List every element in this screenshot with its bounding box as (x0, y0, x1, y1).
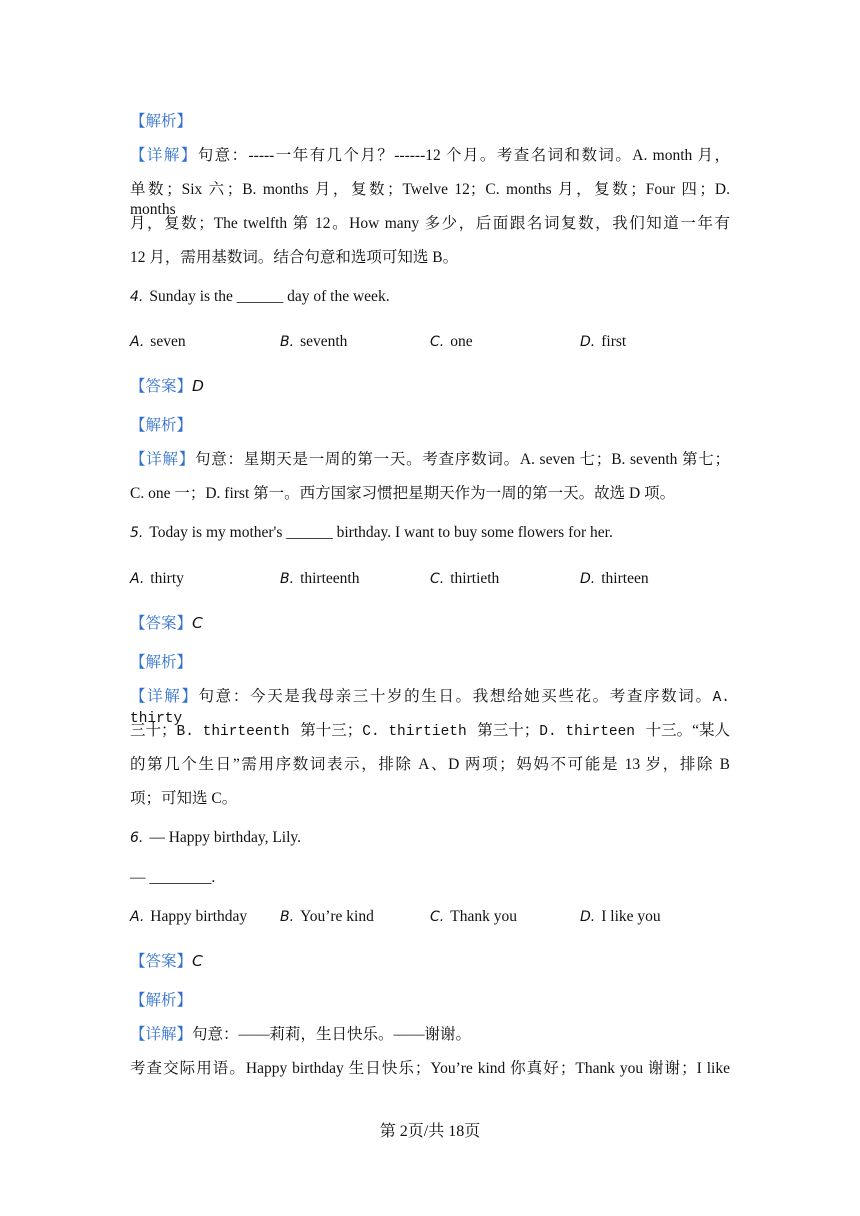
analysis-label: 【解析】 (130, 113, 193, 130)
q6-answer: 【答案】C (130, 952, 203, 970)
q6-reply: — ________. (130, 869, 216, 886)
q4-option-c: C. one (430, 333, 473, 350)
q3-detail-line-1: 【详解】句意：-----一年有几个月？------12 个月。考查名词和数词。A. month 月， (130, 147, 730, 164)
q6-analysis-label: 【解析】 (130, 992, 193, 1009)
q5-option-a: A. thirty (130, 570, 184, 587)
q3-detail-line-3: 月，复数；The twelfth 第 12。How many 多少，后面跟名词复数，我们知道一年有 (130, 215, 730, 232)
q4-detail-line-2: C. one 一；D. first 第一。西方国家习惯把星期天作为一周的第一天。故选 D 项。 (130, 485, 676, 502)
q4-option-a: A. seven (130, 333, 186, 350)
q6-option-c: C. Thank you (430, 908, 517, 925)
q6-detail-line-2: 考查交际用语。Happy birthday 生日快乐；You’re kind 你真好；Thank you 谢谢；I like (130, 1060, 730, 1077)
q4-detail-line-1: 【详解】句意：星期天是一周的第一天。考查序数词。A. seven 七；B. seventh 第七； (130, 451, 730, 468)
q6-detail-line-1: 【详解】句意：——莉莉，生日快乐。——谢谢。 (130, 1026, 472, 1043)
q5-option-b: B. thirteenth (280, 570, 360, 587)
detail-label: 【详解】 (130, 147, 198, 164)
q4-option-d: D. first (580, 333, 627, 350)
q5-option-d: D. thirteen (580, 570, 649, 587)
q5-detail-line-2: 三十；B. thirteenth 第十三；C. thirtieth 第三十；D. thirteen 十三。“某人 (130, 722, 730, 740)
q6-option-a: A. Happy birthday (130, 908, 248, 925)
page-number: 第 2页/共 18页 (379, 1123, 481, 1140)
q3-detail-line-4: 12 月，需用基数词。结合句意和选项可知选 B。 (130, 249, 459, 266)
q5-detail-line-1: 【详解】句意：今天是我母亲三十岁的生日。我想给她买些花。考查序数词。A. thirty (130, 688, 730, 727)
q4-stem: 4. Sunday is the ______ day of the week. (130, 288, 390, 305)
q4-number: 4. (130, 289, 144, 305)
q3-detail-line-2: 单数；Six 六；B. months 月，复数；Twelve 12；C. months 月，复数；Four 四；D. months (130, 181, 730, 218)
q5-analysis-label: 【解析】 (130, 654, 193, 671)
q5-stem: 5. Today is my mother's ______ birthday. I want to buy some flowers for her. (130, 524, 613, 541)
q4-option-b: B. seventh (280, 333, 348, 350)
q5-answer: 【答案】C (130, 614, 203, 632)
q6-option-d: D. I like you (580, 908, 661, 925)
q6-option-b: B. You’re kind (280, 908, 374, 925)
q5-detail-line-4: 项；可知选 C。 (130, 790, 238, 807)
q5-option-c: C. thirtieth (430, 570, 500, 587)
q6-stem: 6. — Happy birthday, Lily. (130, 829, 302, 846)
q6-number: 6. (130, 830, 144, 846)
q4-analysis-label: 【解析】 (130, 417, 193, 434)
q5-detail-line-3: 的第几个生日”需用序数词表示，排除 A、D 两项；妈妈不可能是 13 岁，排除 B (130, 756, 730, 773)
q5-number: 5. (130, 525, 144, 541)
q4-answer: 【答案】D (130, 377, 204, 395)
